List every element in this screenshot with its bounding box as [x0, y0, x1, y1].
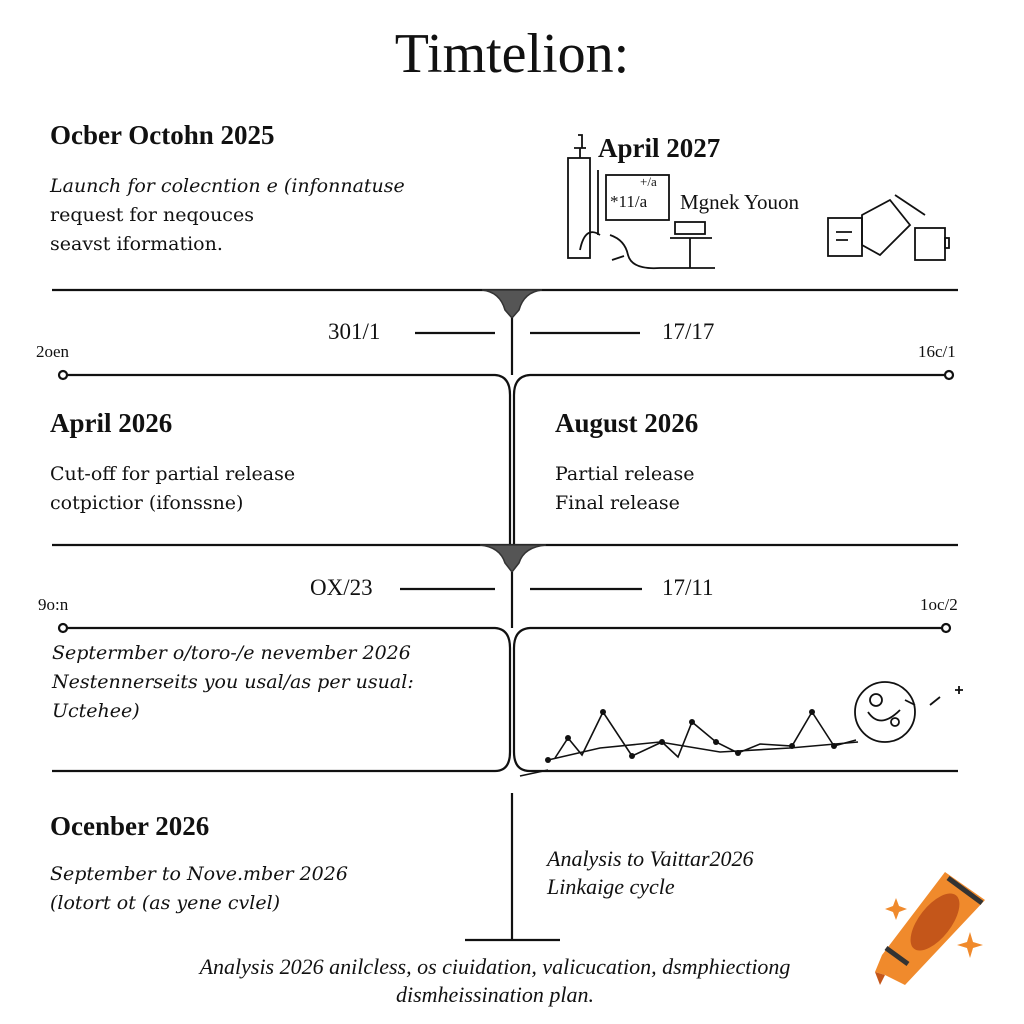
description-line: Final release: [555, 492, 680, 514]
milestone-description: [52, 639, 414, 726]
milestone-description: [50, 172, 405, 259]
description-line: Nestennerseits you usal/as per usual:: [52, 671, 414, 693]
date-marker: 17/11: [662, 575, 714, 600]
description-line: Uctehee): [52, 700, 140, 722]
milestone-heading: Ocber Octohn 2025: [50, 120, 275, 150]
endpoint-label: 16c/1: [918, 342, 956, 361]
description-line: (lotort ot (as yene cvlel): [50, 892, 281, 914]
description-line: Cut-off for partial release: [50, 463, 296, 485]
milestone-heading: April 2027: [598, 133, 721, 163]
endpoint-label: 2oen: [36, 342, 70, 361]
milestone-description: [555, 460, 694, 518]
milestone-description: [50, 860, 348, 918]
milestone-note: Mgnek Youon: [680, 190, 800, 214]
footer-line: Analysis 2026 anilcless, os ciuidation, valicucation, dsmphiectiong: [199, 954, 791, 979]
notch-marker: [480, 545, 546, 572]
sparkle-icon: [885, 898, 907, 920]
description-line: Launch for colecntion e (infonnatuse: [50, 175, 405, 197]
description-line: Septermber o/toro-/e nevember 2026: [52, 642, 411, 664]
endpoint-dot: [945, 371, 953, 379]
milestone-heading: Ocenber 2026: [50, 811, 210, 841]
board-text: +/a: [640, 174, 657, 189]
endpoint-dot: [942, 624, 950, 632]
bracket-line: [514, 628, 958, 771]
milestone-description: [547, 845, 754, 901]
circuit-badge-icon: [855, 682, 963, 742]
endpoint-dot: [59, 624, 67, 632]
footer-summary: [0, 953, 990, 1009]
description-line: seavst iformation.: [50, 233, 223, 255]
description-line: request for neqouces: [50, 204, 254, 226]
board-text: *11/a: [610, 192, 648, 211]
description-line: Partial release: [555, 463, 695, 485]
description-line: September to Nove.mber 2026: [50, 863, 348, 885]
date-marker: 17/17: [662, 319, 715, 344]
description-line: Analysis to Vaittar2026: [547, 846, 754, 871]
footer-line: dismheissination plan.: [395, 982, 594, 1007]
endpoint-label: 9o:n: [38, 595, 69, 614]
milestone-description: [50, 460, 295, 518]
sketch-line-chart: [520, 709, 858, 776]
endpoint-label: 1oc/2: [920, 595, 958, 614]
milestone-heading: August 2026: [555, 408, 699, 438]
documents-sketch-icon: [828, 195, 949, 260]
notch-marker: [482, 290, 542, 318]
date-marker: OX/23: [310, 575, 373, 600]
page-title: Timtelion:: [394, 23, 630, 85]
endpoint-dot: [59, 371, 67, 379]
description-line: cotpictior (ifonssne): [50, 492, 244, 514]
date-marker: 301/1: [328, 319, 381, 344]
milestone-heading: April 2026: [50, 408, 173, 438]
description-line: Linkaige cycle: [547, 874, 675, 899]
